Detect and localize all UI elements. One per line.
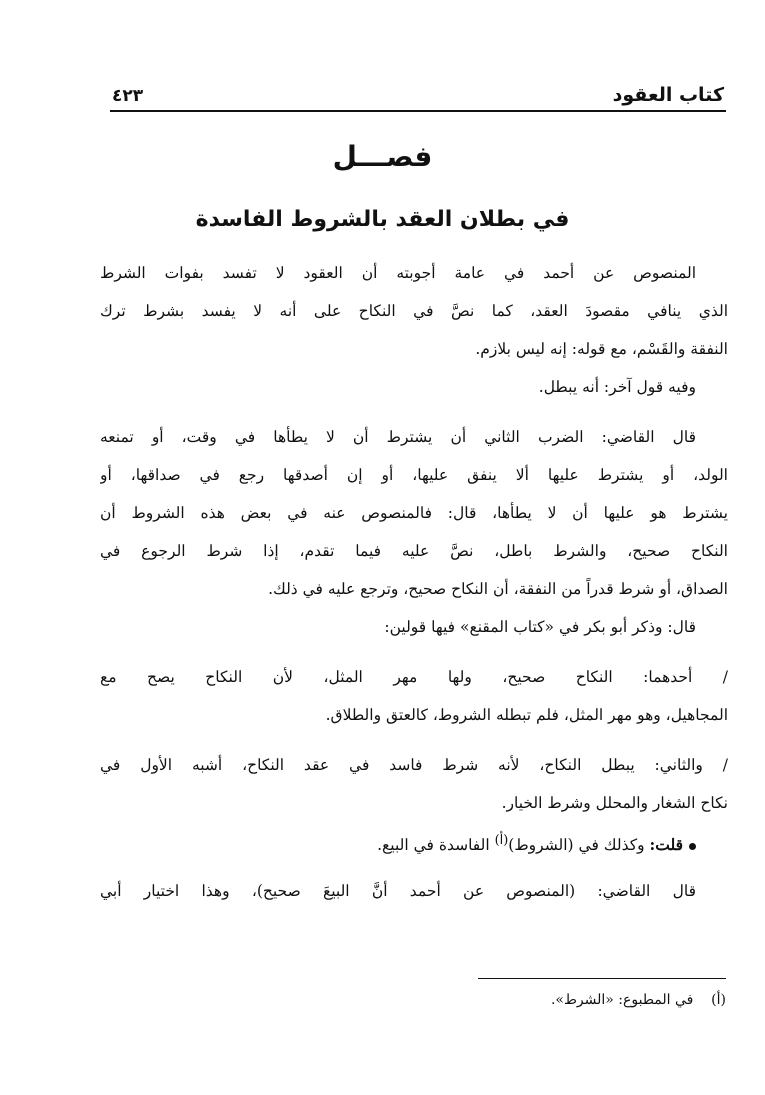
note-text-end: الفاسدة في البيع. (377, 836, 490, 855)
page-number: ٤٢٣ (112, 86, 144, 106)
running-title: كتاب العقود (612, 84, 724, 106)
footnote-ref[interactable]: (أ) (494, 833, 509, 848)
footnote-text: في المطبوع: «الشرط». (550, 992, 694, 1008)
note-line (100, 822, 728, 860)
text-line: النكاح صحيح، والشرط باطل، نصَّ عليه فيما تقدم، إذا شرط الرجوع في (100, 542, 728, 560)
bullet-dot-icon (689, 843, 696, 850)
note-text: وكذلك في (الشروط) (508, 836, 645, 855)
header-rule (110, 110, 726, 112)
footnote-marker: (أ) (711, 992, 726, 1008)
page-header (112, 76, 724, 106)
section-title: فصـــل (332, 140, 433, 173)
text-line: الولد، أو يشترط عليها ألا ينفق عليها، أو إن أصدقها رجع في صداقها، أو (100, 466, 728, 484)
text-line: نكاح الشغار والمحلل وشرط الخيار. (501, 794, 728, 812)
text-line: يشترط هو عليها أن لا يطأها، قال: فالمنصوص عنه في بعض هذه الشروط أن (100, 504, 728, 522)
body-text (100, 254, 728, 910)
text-line: النفقة والقَسْم، مع قوله: إنه ليس بلازم. (475, 340, 728, 358)
note-label: قلت: (649, 835, 683, 855)
text-line: قال: وذكر أبو بكر في «كتاب المقنع» فيها قولين: (384, 618, 696, 636)
footnote (300, 988, 726, 1012)
text-line: وفيه قول آخر: أنه يبطل. (538, 378, 696, 396)
footnote-rule (478, 978, 726, 979)
text-line: المجاهيل، وهو مهر المثل، فلم تبطله الشروط، كالعتق والطلاق. (325, 706, 728, 724)
text-line: / أحدهما: النكاح صحيح، ولها مهر المثل، لأن النكاح يصح مع (100, 668, 728, 686)
text-line: قال القاضي: الضرب الثاني أن يشترط أن لا يطأها في وقت، أو تمنعه (100, 428, 696, 446)
text-line: الذي ينافي مقصودَ العقد، كما نصَّ في النكاح على أنه لا يفسد بشرط ترك (100, 302, 728, 320)
text-line: الصداق، أو شرط قدراً من النفقة، أن النكاح صحيح، وترجع عليه في ذلك. (268, 580, 728, 598)
text-line: المنصوص عن أحمد في عامة أجوبته أن العقود لا تفسد بفوات الشرط (100, 264, 696, 282)
section-subtitle: في بطلان العقد بالشروط الفاسدة (195, 207, 570, 232)
text-line: / والثاني: يبطل النكاح، لأنه شرط فاسد في عقد النكاح، أشبه الأول في (100, 756, 728, 774)
text-line: قال القاضي: (المنصوص عن أحمد أنَّ البيعَ صحيح)، وهذا اختيار أبي (100, 882, 696, 900)
